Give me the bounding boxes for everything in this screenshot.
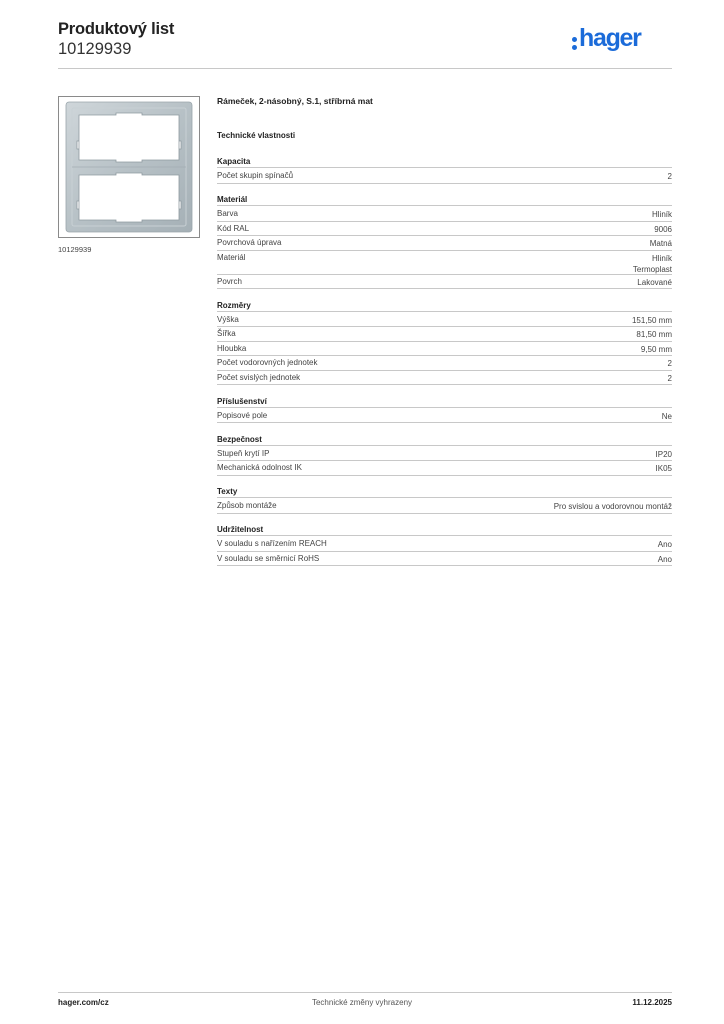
- image-caption: 10129939: [58, 245, 92, 254]
- spec-row: [217, 371, 672, 386]
- spec-value-line: Ano: [657, 554, 672, 564]
- section-title: Materiál: [217, 195, 672, 206]
- spec-row: [217, 169, 672, 184]
- footer-divider: [58, 992, 672, 993]
- spec-value-line: 2: [667, 373, 672, 383]
- spec-value-line: 151,50 mm: [631, 315, 672, 325]
- document-title: Produktový list: [58, 20, 175, 38]
- product-image: [58, 96, 200, 238]
- spec-row: [217, 499, 672, 514]
- spec-value-line: IK05: [655, 464, 672, 473]
- spec-value: [554, 501, 672, 512]
- spec-label: Počet svislých jednotek: [217, 372, 301, 382]
- spec-value-line: IP20: [655, 449, 672, 459]
- spec-value-line: Pro svislou a vodorovnou montáž: [553, 502, 672, 511]
- spec-value: [633, 253, 672, 275]
- spec-row: [217, 222, 672, 237]
- spec-value: [652, 209, 672, 220]
- technical-properties-heading: Technické vlastnosti: [217, 131, 296, 140]
- footer-date: 11.12.2025: [632, 998, 672, 1007]
- spec-label: Povrchová úprava: [217, 238, 282, 247]
- spec-row: [217, 342, 672, 357]
- footer-notice: Technické změny vyhrazeny: [311, 998, 413, 1007]
- spec-row: [217, 356, 672, 371]
- spec-row: [217, 537, 672, 552]
- spec-value-line: Hliník: [651, 253, 672, 263]
- spec-row: [217, 552, 672, 567]
- header-divider: [58, 68, 672, 69]
- spec-label: Šířka: [217, 329, 236, 338]
- spec-value-line: 9,50 mm: [640, 344, 672, 354]
- spec-value: [668, 358, 672, 369]
- spec-value-line: 81,50 mm: [636, 330, 672, 339]
- spec-row: [217, 461, 672, 476]
- spec-row: [217, 207, 672, 222]
- spec-value: [654, 224, 672, 235]
- spec-label: V souladu se směrnicí RoHS: [217, 553, 320, 563]
- spec-label: Materiál: [217, 252, 246, 262]
- spec-value: [636, 329, 672, 340]
- spec-value: [668, 373, 672, 384]
- spec-value-line: Ne: [661, 411, 672, 421]
- spec-row: [217, 409, 672, 424]
- section-title: Rozměry: [217, 301, 672, 312]
- spec-value: [656, 463, 672, 474]
- logo-text: hager: [579, 24, 641, 52]
- hager-logo: [572, 24, 672, 54]
- double-frame-picture: [59, 97, 199, 237]
- spec-label: Počet skupin spínačů: [217, 171, 294, 180]
- section-title: Bezpečnost: [217, 435, 672, 446]
- footer-website: hager.com/cz: [58, 998, 109, 1007]
- section-title: Příslušenství: [217, 397, 672, 408]
- page-header: [58, 20, 672, 68]
- spec-label: Barva: [217, 209, 238, 218]
- spec-value: [662, 411, 672, 422]
- spec-value: [650, 238, 672, 249]
- spec-value: [641, 344, 672, 355]
- product-number: 10129939: [58, 40, 132, 58]
- spec-label: Stupeň krytí IP: [217, 448, 270, 458]
- spec-value: [658, 539, 672, 550]
- spec-row: [217, 275, 672, 290]
- spec-value-line: Matná: [649, 239, 672, 248]
- spec-label: Kód RAL: [217, 223, 250, 233]
- spec-label: Hloubka: [217, 343, 247, 353]
- spec-row: [217, 251, 672, 275]
- spec-value-line: Lakované: [637, 277, 672, 287]
- spec-label: Způsob montáže: [217, 501, 277, 510]
- spec-value: [658, 554, 672, 565]
- section-title: Texty: [217, 487, 672, 498]
- spec-value-line: 9006: [654, 224, 672, 234]
- spec-value: [632, 315, 672, 326]
- section-title: Udržitelnost: [217, 525, 672, 536]
- spec-row: [217, 447, 672, 462]
- spec-value-line: Ano: [657, 540, 672, 549]
- spec-label: Povrch: [217, 276, 242, 286]
- spec-label: Výška: [217, 314, 239, 324]
- product-name: Rámeček, 2-násobný, S.1, stříbrná mat: [217, 96, 373, 106]
- spec-label: Popisové pole: [217, 410, 268, 420]
- spec-row: [217, 236, 672, 251]
- spec-value: [656, 449, 672, 460]
- spec-label: V souladu s nařízením REACH: [217, 539, 327, 548]
- spec-value: [668, 171, 672, 182]
- spec-value-line: 2: [667, 172, 672, 181]
- spec-label: Mechanická odolnost IK: [217, 463, 302, 472]
- spec-value: [637, 277, 672, 288]
- spec-row: [217, 327, 672, 342]
- logo-dots-icon: [572, 37, 577, 51]
- spec-row: [217, 313, 672, 328]
- spec-value-line: 2: [667, 359, 672, 368]
- spec-label: Počet vodorovných jednotek: [217, 358, 318, 367]
- spec-value-line: Termoplast: [632, 264, 672, 274]
- spec-value-line: Hliník: [651, 210, 672, 219]
- section-title: Kapacita: [217, 157, 672, 168]
